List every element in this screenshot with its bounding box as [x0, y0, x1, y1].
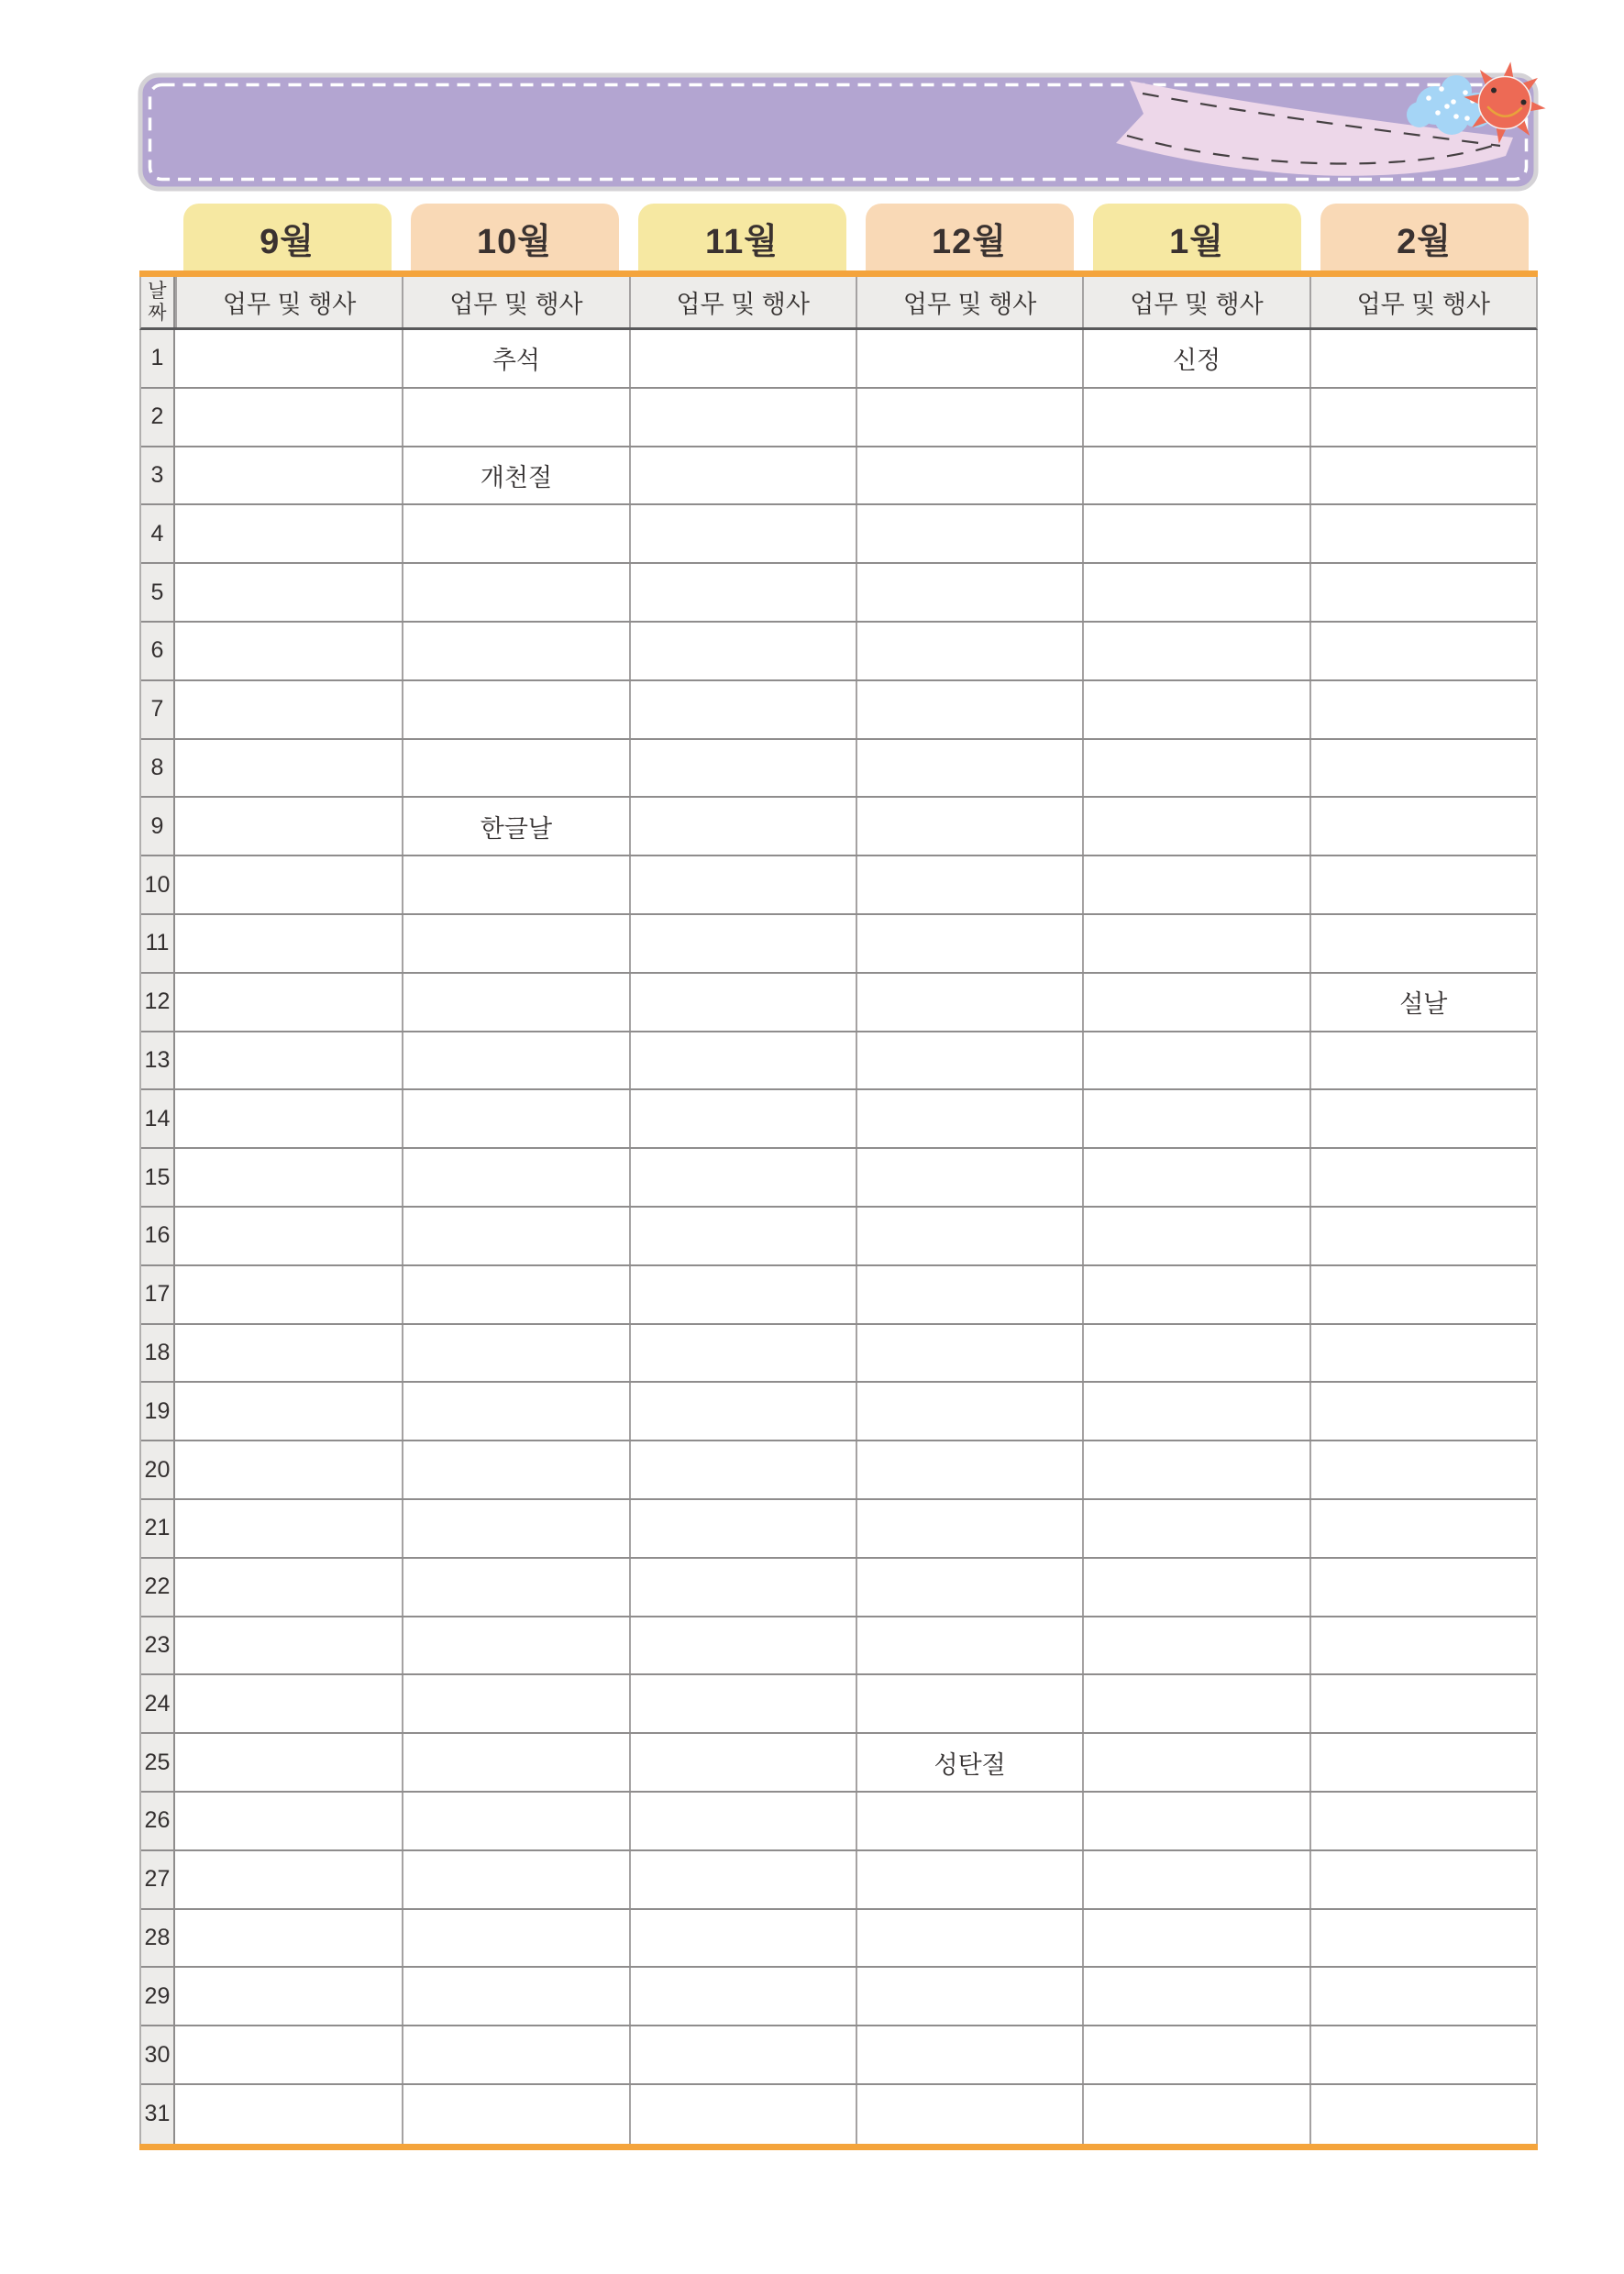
event-cell — [1309, 681, 1536, 738]
table-row-31 — [141, 2085, 1536, 2144]
event-cell — [629, 1441, 856, 1498]
event-cell — [1082, 1968, 1309, 2025]
date-cell-31: 31 — [141, 2085, 175, 2144]
event-cell — [629, 974, 856, 1031]
table-row-3 — [141, 447, 1536, 506]
event-cell — [1082, 740, 1309, 797]
date-cell-16: 16 — [141, 1208, 175, 1264]
event-cell — [1082, 2085, 1309, 2144]
event-cell — [856, 856, 1082, 913]
event-cell — [175, 1032, 402, 1089]
event-cell — [402, 623, 628, 679]
event-cell — [1309, 2085, 1536, 2144]
table-top-rule — [139, 270, 1538, 277]
table-body — [139, 330, 1538, 2144]
event-cell — [175, 1441, 402, 1498]
event-cell — [856, 564, 1082, 621]
event-cell — [629, 1500, 856, 1557]
event-cell — [1309, 1441, 1536, 1498]
date-cell-23: 23 — [141, 1617, 175, 1674]
event-cell — [856, 505, 1082, 562]
event-cell — [175, 2026, 402, 2083]
table-row-24 — [141, 1675, 1536, 1734]
event-cell — [175, 564, 402, 621]
column-header-5: 업무 및 행사 — [1082, 277, 1309, 327]
month-tabs — [173, 204, 1538, 271]
event-cell — [175, 1559, 402, 1616]
event-cell — [629, 389, 856, 446]
table-row-28 — [141, 1910, 1536, 1969]
month-tab-4: 12월 — [866, 204, 1074, 271]
event-cell — [175, 447, 402, 504]
event-cell — [1309, 1325, 1536, 1382]
event-cell — [629, 1851, 856, 1908]
date-cell-8: 8 — [141, 740, 175, 797]
date-cell-15: 15 — [141, 1149, 175, 1206]
event-cell — [629, 1325, 856, 1382]
event-cell — [629, 798, 856, 855]
event-cell — [1082, 798, 1309, 855]
event-cell — [1082, 447, 1309, 504]
event-cell — [1309, 564, 1536, 621]
event-cell — [629, 2085, 856, 2144]
event-cell — [175, 1734, 402, 1791]
event-cell — [402, 740, 628, 797]
event-cell — [856, 1032, 1082, 1089]
table-row-30 — [141, 2026, 1536, 2085]
date-cell-4: 4 — [141, 505, 175, 562]
date-cell-29: 29 — [141, 1968, 175, 2025]
event-cell — [402, 1149, 628, 1206]
event-cell — [175, 681, 402, 738]
table-row-23 — [141, 1617, 1536, 1676]
event-cell — [629, 856, 856, 913]
event-cell — [856, 1675, 1082, 1732]
event-cell — [402, 2026, 628, 2083]
column-header-3: 업무 및 행사 — [629, 277, 856, 327]
event-label: 개천절 — [402, 447, 628, 504]
event-cell — [856, 447, 1082, 504]
event-cell — [1309, 915, 1536, 972]
event-cell — [175, 623, 402, 679]
event-cell — [402, 1851, 628, 1908]
event-cell — [175, 798, 402, 855]
event-cell — [175, 1383, 402, 1440]
event-cell — [175, 740, 402, 797]
event-cell — [1309, 447, 1536, 504]
event-cell — [175, 1266, 402, 1323]
event-cell — [402, 1910, 628, 1967]
date-cell-6: 6 — [141, 623, 175, 679]
table-row-25 — [141, 1734, 1536, 1793]
event-cell — [402, 1617, 628, 1674]
event-cell — [629, 447, 856, 504]
event-cell — [856, 330, 1082, 387]
event-cell — [175, 1617, 402, 1674]
schedule-table — [139, 270, 1538, 2150]
event-cell — [1082, 1559, 1309, 1616]
event-cell — [1082, 1851, 1309, 1908]
event-cell — [856, 623, 1082, 679]
table-row-26 — [141, 1793, 1536, 1851]
event-cell — [1082, 856, 1309, 913]
event-cell — [402, 1266, 628, 1323]
date-cell-17: 17 — [141, 1266, 175, 1323]
month-tab-1: 9월 — [183, 204, 392, 271]
table-row-18 — [141, 1325, 1536, 1384]
table-row-22 — [141, 1559, 1536, 1617]
event-cell — [1082, 1793, 1309, 1849]
date-cell-25: 25 — [141, 1734, 175, 1791]
table-row-29 — [141, 1968, 1536, 2026]
event-cell — [1082, 389, 1309, 446]
table-row-9 — [141, 798, 1536, 856]
event-cell — [629, 1266, 856, 1323]
event-cell — [402, 856, 628, 913]
header-banner — [128, 50, 1559, 211]
event-cell — [856, 1090, 1082, 1147]
event-cell — [1082, 2026, 1309, 2083]
event-label: 설날 — [1309, 974, 1536, 1031]
month-tab-2: 10월 — [411, 204, 619, 271]
column-header-2: 업무 및 행사 — [402, 277, 628, 327]
month-tab-slot-6 — [1310, 204, 1538, 271]
date-cell-10: 10 — [141, 856, 175, 913]
date-cell-26: 26 — [141, 1793, 175, 1849]
event-cell — [1309, 1090, 1536, 1147]
event-cell — [1309, 1851, 1536, 1908]
event-cell — [402, 1032, 628, 1089]
column-header-4: 업무 및 행사 — [856, 277, 1082, 327]
event-cell — [1082, 1149, 1309, 1206]
event-cell — [629, 1090, 856, 1147]
event-cell — [402, 915, 628, 972]
event-cell — [856, 915, 1082, 972]
date-cell-18: 18 — [141, 1325, 175, 1382]
table-row-4 — [141, 505, 1536, 564]
date-column-header: 날짜 — [141, 277, 175, 327]
date-cell-22: 22 — [141, 1559, 175, 1616]
event-cell — [175, 915, 402, 972]
event-cell — [175, 1208, 402, 1264]
event-cell — [1309, 798, 1536, 855]
event-cell — [402, 1500, 628, 1557]
table-row-2 — [141, 389, 1536, 447]
event-cell — [1309, 1500, 1536, 1557]
event-cell — [629, 330, 856, 387]
event-cell — [175, 1793, 402, 1849]
table-row-19 — [141, 1383, 1536, 1441]
event-cell — [856, 1208, 1082, 1264]
month-tab-6: 2월 — [1320, 204, 1529, 271]
event-cell — [402, 1208, 628, 1264]
table-row-5 — [141, 564, 1536, 623]
event-cell — [856, 1851, 1082, 1908]
event-cell — [1082, 505, 1309, 562]
event-cell — [629, 1559, 856, 1616]
event-cell — [1082, 1266, 1309, 1323]
column-header-6: 업무 및 행사 — [1309, 277, 1536, 327]
event-cell — [402, 681, 628, 738]
table-row-8 — [141, 740, 1536, 799]
event-cell — [1082, 1500, 1309, 1557]
event-cell — [629, 1149, 856, 1206]
event-cell — [175, 1149, 402, 1206]
event-cell — [856, 974, 1082, 1031]
event-cell — [1309, 1149, 1536, 1206]
event-cell — [402, 1793, 628, 1849]
event-cell — [1309, 1734, 1536, 1791]
table-row-16 — [141, 1208, 1536, 1266]
event-cell — [629, 1617, 856, 1674]
event-cell — [629, 1910, 856, 1967]
month-tab-5: 1월 — [1093, 204, 1301, 271]
date-cell-24: 24 — [141, 1675, 175, 1732]
table-row-17 — [141, 1266, 1536, 1325]
date-cell-3: 3 — [141, 447, 175, 504]
event-cell — [402, 1325, 628, 1382]
event-cell — [1082, 1441, 1309, 1498]
event-cell — [175, 330, 402, 387]
event-cell — [629, 2026, 856, 2083]
event-cell — [856, 2085, 1082, 2144]
table-row-15 — [141, 1149, 1536, 1208]
event-cell — [1309, 1559, 1536, 1616]
date-cell-30: 30 — [141, 2026, 175, 2083]
event-cell — [856, 1383, 1082, 1440]
table-row-10 — [141, 856, 1536, 915]
event-cell — [856, 1968, 1082, 2025]
event-cell — [1082, 564, 1309, 621]
event-cell — [175, 1968, 402, 2025]
event-label: 추석 — [402, 330, 628, 387]
event-cell — [1082, 1383, 1309, 1440]
event-cell — [175, 1910, 402, 1967]
event-cell — [629, 915, 856, 972]
event-cell — [402, 974, 628, 1031]
date-cell-28: 28 — [141, 1910, 175, 1967]
event-cell — [1309, 1910, 1536, 1967]
event-cell — [1082, 1090, 1309, 1147]
event-cell — [629, 623, 856, 679]
table-row-12 — [141, 974, 1536, 1032]
event-cell — [402, 1441, 628, 1498]
event-cell — [1309, 856, 1536, 913]
sun-eye — [1521, 100, 1527, 105]
event-cell — [402, 1383, 628, 1440]
month-tab-slot-2 — [401, 204, 628, 271]
table-row-14 — [141, 1090, 1536, 1149]
table-row-6 — [141, 623, 1536, 681]
event-cell — [856, 1500, 1082, 1557]
sun-eye — [1491, 88, 1497, 94]
date-cell-2: 2 — [141, 389, 175, 446]
event-cell — [402, 1734, 628, 1791]
date-cell-12: 12 — [141, 974, 175, 1031]
date-cell-14: 14 — [141, 1090, 175, 1147]
event-cell — [1082, 1325, 1309, 1382]
event-cell — [175, 2085, 402, 2144]
month-tab-3: 11월 — [638, 204, 846, 271]
event-cell — [856, 1149, 1082, 1206]
event-cell — [175, 1090, 402, 1147]
event-cell — [856, 1441, 1082, 1498]
table-row-20 — [141, 1441, 1536, 1500]
event-cell — [856, 2026, 1082, 2083]
event-label: 성탄절 — [856, 1734, 1082, 1791]
event-cell — [629, 1383, 856, 1440]
event-cell — [629, 1734, 856, 1791]
event-cell — [175, 1851, 402, 1908]
event-cell — [629, 1793, 856, 1849]
table-row-27 — [141, 1851, 1536, 1910]
event-cell — [1309, 1675, 1536, 1732]
table-bottom-rule — [139, 2144, 1538, 2150]
event-cell — [629, 1675, 856, 1732]
column-header-1: 업무 및 행사 — [175, 277, 402, 327]
event-cell — [1082, 1675, 1309, 1732]
event-cell — [1309, 1383, 1536, 1440]
table-row-13 — [141, 1032, 1536, 1091]
date-cell-20: 20 — [141, 1441, 175, 1498]
event-cell — [629, 505, 856, 562]
event-cell — [1082, 623, 1309, 679]
event-cell — [856, 1325, 1082, 1382]
event-cell — [629, 1032, 856, 1089]
date-cell-7: 7 — [141, 681, 175, 738]
event-label: 신정 — [1082, 330, 1309, 387]
event-cell — [402, 2085, 628, 2144]
event-cell — [1082, 1617, 1309, 1674]
event-cell — [1309, 1208, 1536, 1264]
event-cell — [175, 389, 402, 446]
event-cell — [629, 681, 856, 738]
event-cell — [1082, 681, 1309, 738]
event-cell — [1309, 2026, 1536, 2083]
event-cell — [1082, 974, 1309, 1031]
event-cell — [856, 1617, 1082, 1674]
event-cell — [856, 389, 1082, 446]
month-tab-slot-5 — [1083, 204, 1310, 271]
month-tab-slot-4 — [856, 204, 1083, 271]
event-cell — [629, 740, 856, 797]
date-cell-19: 19 — [141, 1383, 175, 1440]
event-cell — [856, 798, 1082, 855]
event-cell — [629, 1968, 856, 2025]
event-cell — [1309, 1968, 1536, 2025]
event-cell — [856, 1266, 1082, 1323]
month-tab-slot-1 — [173, 204, 401, 271]
event-cell — [175, 974, 402, 1031]
event-cell — [175, 1500, 402, 1557]
event-cell — [1309, 740, 1536, 797]
event-cell — [629, 564, 856, 621]
event-cell — [1082, 1208, 1309, 1264]
event-cell — [856, 1559, 1082, 1616]
event-cell — [175, 856, 402, 913]
event-cell — [629, 1208, 856, 1264]
event-cell — [1309, 1617, 1536, 1674]
date-cell-27: 27 — [141, 1851, 175, 1908]
event-cell — [402, 564, 628, 621]
date-cell-1: 1 — [141, 330, 175, 387]
event-cell — [1309, 1266, 1536, 1323]
event-cell — [856, 740, 1082, 797]
event-cell — [1309, 1793, 1536, 1849]
table-row-11 — [141, 915, 1536, 974]
event-cell — [175, 1325, 402, 1382]
event-cell — [1082, 1910, 1309, 1967]
event-cell — [402, 1559, 628, 1616]
event-cell — [1309, 623, 1536, 679]
event-cell — [402, 1675, 628, 1732]
event-cell — [402, 389, 628, 446]
date-cell-13: 13 — [141, 1032, 175, 1089]
event-cell — [856, 1910, 1082, 1967]
date-cell-5: 5 — [141, 564, 175, 621]
date-cell-21: 21 — [141, 1500, 175, 1557]
event-cell — [402, 505, 628, 562]
month-tab-slot-3 — [628, 204, 856, 271]
event-label: 한글날 — [402, 798, 628, 855]
event-cell — [1309, 1032, 1536, 1089]
event-cell — [856, 1793, 1082, 1849]
event-cell — [1082, 915, 1309, 972]
event-cell — [175, 505, 402, 562]
table-row-21 — [141, 1500, 1536, 1559]
event-cell — [1309, 505, 1536, 562]
event-cell — [856, 681, 1082, 738]
date-cell-9: 9 — [141, 798, 175, 855]
date-cell-11: 11 — [141, 915, 175, 972]
event-cell — [1082, 1734, 1309, 1791]
event-cell — [402, 1090, 628, 1147]
table-header-row — [139, 277, 1538, 330]
event-cell — [402, 1968, 628, 2025]
table-row-1 — [141, 330, 1536, 389]
table-row-7 — [141, 681, 1536, 740]
event-cell — [1309, 330, 1536, 387]
event-cell — [1309, 389, 1536, 446]
event-cell — [175, 1675, 402, 1732]
event-cell — [1082, 1032, 1309, 1089]
